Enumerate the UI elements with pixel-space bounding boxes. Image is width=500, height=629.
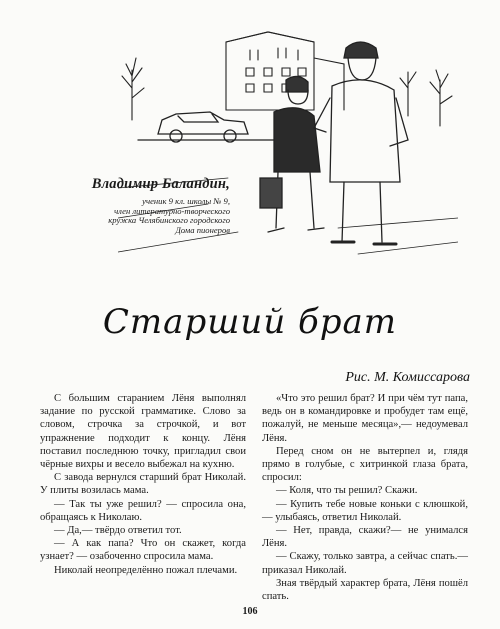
paragraph: — Нет, правда, скажи?— не унимался Лёня. [262, 525, 468, 550]
paragraph: Зная твёрдый характер брата, Лёня пошёл спать. [262, 577, 468, 603]
bare-tree-right [430, 70, 452, 126]
paragraph: — Коля, что ты решил? Скажи. [276, 485, 418, 497]
author-affiliation-line: Дома пионеров [175, 225, 230, 236]
paragraph: С большим старанием Лёня выполнял задание по русской грамматике. Слово за словом, строчка за строчкой, и вот упражнение подходит к концу. Лёня поставил последнюю точку, пригладил свои чёрные вихры и весело выбежал на кухню. [40, 393, 246, 471]
author-name: Владимир Баландин, [91, 176, 230, 192]
paragraph: — Так ты уже решил? — спросила она, обращаясь к Николаю. [40, 498, 246, 523]
story-title: Старший брат [102, 302, 398, 342]
paragraph: — А как папа? Что он скажет, когда узнает? — озабоченно спросила мама. [40, 538, 246, 563]
paragraph: — Купить тебе новые коньки с клюшкой,— улыбаясь, ответил Николай. [262, 498, 468, 523]
paragraph: Перед сном он не вытерпел и, глядя прямо в голубые, с хитринкой глаза брата, спросил: [262, 445, 468, 484]
text-column-right [262, 392, 468, 603]
illustration-credit: Рис. М. Комиссарова [345, 370, 470, 385]
page-number: 106 [242, 606, 258, 617]
author-affiliation-line: член литературно-творческого [114, 205, 230, 216]
author-byline [52, 176, 230, 236]
paragraph: Николай неопределённо пожал плечами. [54, 564, 238, 576]
car [138, 112, 278, 142]
paragraph: С завода вернулся старший брат Николай. У плиты возилась мама. [40, 472, 246, 497]
bare-tree-middle [400, 72, 416, 116]
man-figure [314, 42, 408, 244]
text-column-left [40, 392, 246, 577]
author-affiliation-line: кружка Челябинского городского [108, 215, 230, 226]
paragraph: «Что это решил брат? И при чём тут папа, ведь он в командировке и пробудет там ещё, пожалуй, не меньше месяца»,— недоумевал Лёня. [262, 393, 468, 444]
paragraph: — Да,— твёрдо ответил тот. [54, 525, 182, 537]
bare-tree-left [122, 58, 144, 120]
apartment-building [226, 32, 344, 110]
author-affiliation-line: ученик 9 кл. школы № 9, [142, 195, 230, 206]
paragraph: — Скажу, только завтра, а сейчас спать.— приказал Николай. [262, 551, 468, 576]
